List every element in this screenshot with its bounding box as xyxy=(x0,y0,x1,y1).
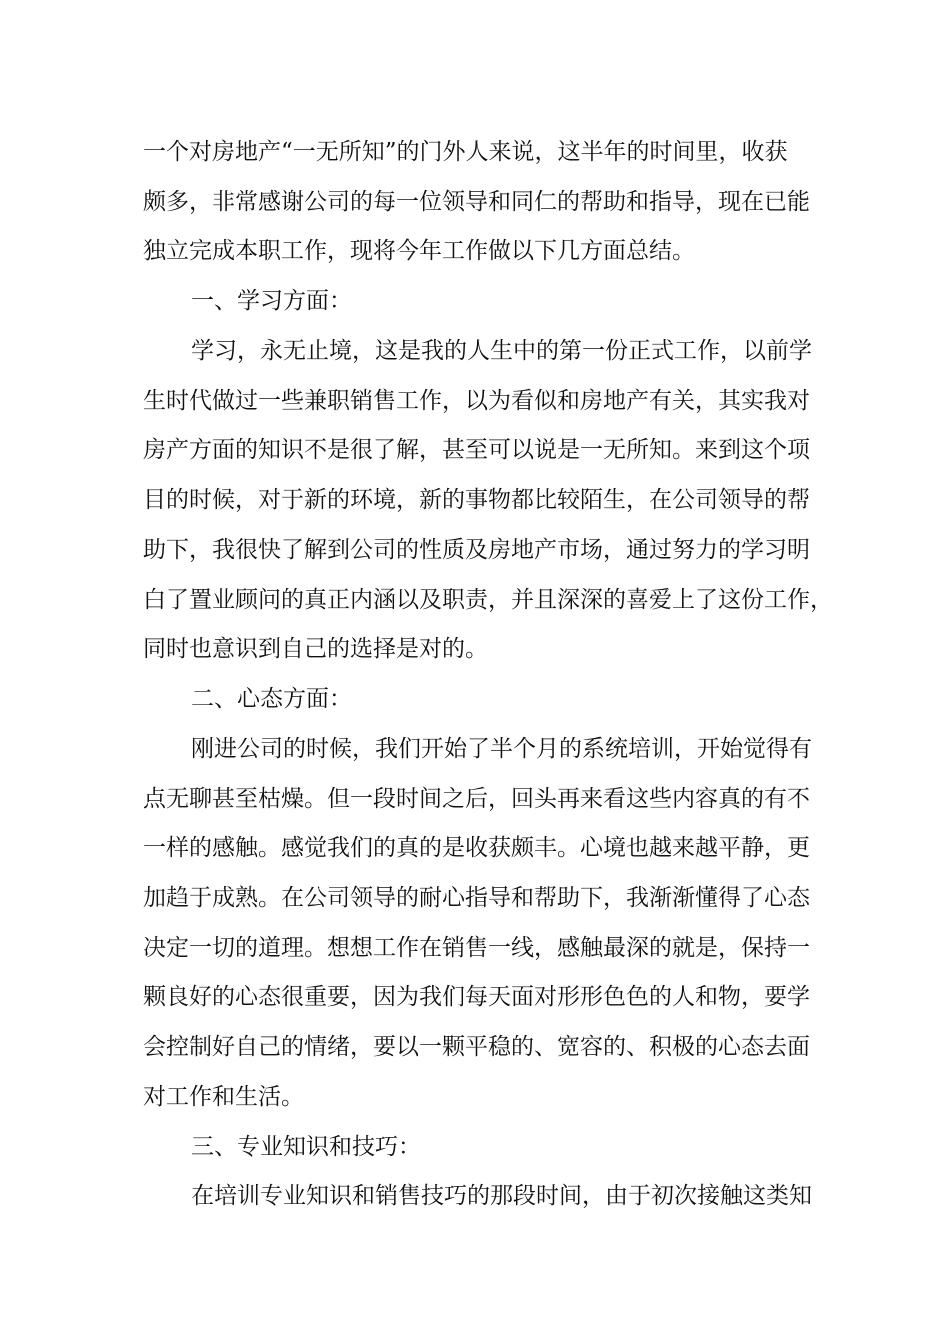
section-heading-study: 一、学习方面： xyxy=(191,288,352,314)
paragraph-line: 对工作和生活。 xyxy=(143,1084,304,1110)
paragraph-line: 白了置业顾问的真正内涵以及职责，并且深深的喜爱上了这份工作， xyxy=(143,587,833,613)
paragraph-line: 会控制好自己的情绪，要以一颗平稳的、宽容的、积极的心态去面 xyxy=(143,1034,810,1060)
paragraph-line: 加趋于成熟。在公司领导的耐心指导和帮助下，我渐渐懂得了心态 xyxy=(143,885,810,911)
section-heading-skills: 三、专业知识和技巧： xyxy=(191,1134,421,1160)
paragraph-line: 房产方面的知识不是很了解，甚至可以说是一无所知。来到这个项 xyxy=(143,437,810,463)
paragraph-line: 目的时候，对于新的环境，新的事物都比较陌生，在公司领导的帮 xyxy=(143,487,810,513)
paragraph-line: 在培训专业知识和销售技巧的那段时间，由于初次接触这类知 xyxy=(191,1183,812,1209)
paragraph-line: 决定一切的道理。想想工作在销售一线，感触最深的就是，保持一 xyxy=(143,935,810,961)
paragraph-line: 同时也意识到自己的选择是对的。 xyxy=(143,636,488,662)
paragraph-line: 独立完成本职工作，现将今年工作做以下几方面总结。 xyxy=(143,238,695,264)
paragraph-line: 点无聊甚至枯燥。但一段时间之后，回头再来看这些内容真的有不 xyxy=(143,786,810,812)
paragraph-line: 颗良好的心态很重要，因为我们每天面对形形色色的人和物，要学 xyxy=(143,984,810,1010)
paragraph-line: 生时代做过一些兼职销售工作，以为看似和房地产有关，其实我对 xyxy=(143,388,810,414)
paragraph-line: 学习，永无止境，这是我的人生中的第一份正式工作，以前学 xyxy=(191,338,812,364)
paragraph-line: 颇多，非常感谢公司的每一位领导和同仁的帮助和指导，现在已能 xyxy=(143,189,810,215)
paragraph-line: 一样的感触。感觉我们的真的是收获颇丰。心境也越来越平静，更 xyxy=(143,835,810,861)
paragraph-line: 一个对房地产“一无所知”的门外人来说，这半年的时间里，收获 xyxy=(143,139,788,165)
section-heading-mindset: 二、心态方面： xyxy=(191,686,352,712)
paragraph-line: 刚进公司的时候，我们开始了半个月的系统培训，开始觉得有 xyxy=(191,736,812,762)
paragraph-line: 助下，我很快了解到公司的性质及房地产市场，通过努力的学习明 xyxy=(143,537,810,563)
